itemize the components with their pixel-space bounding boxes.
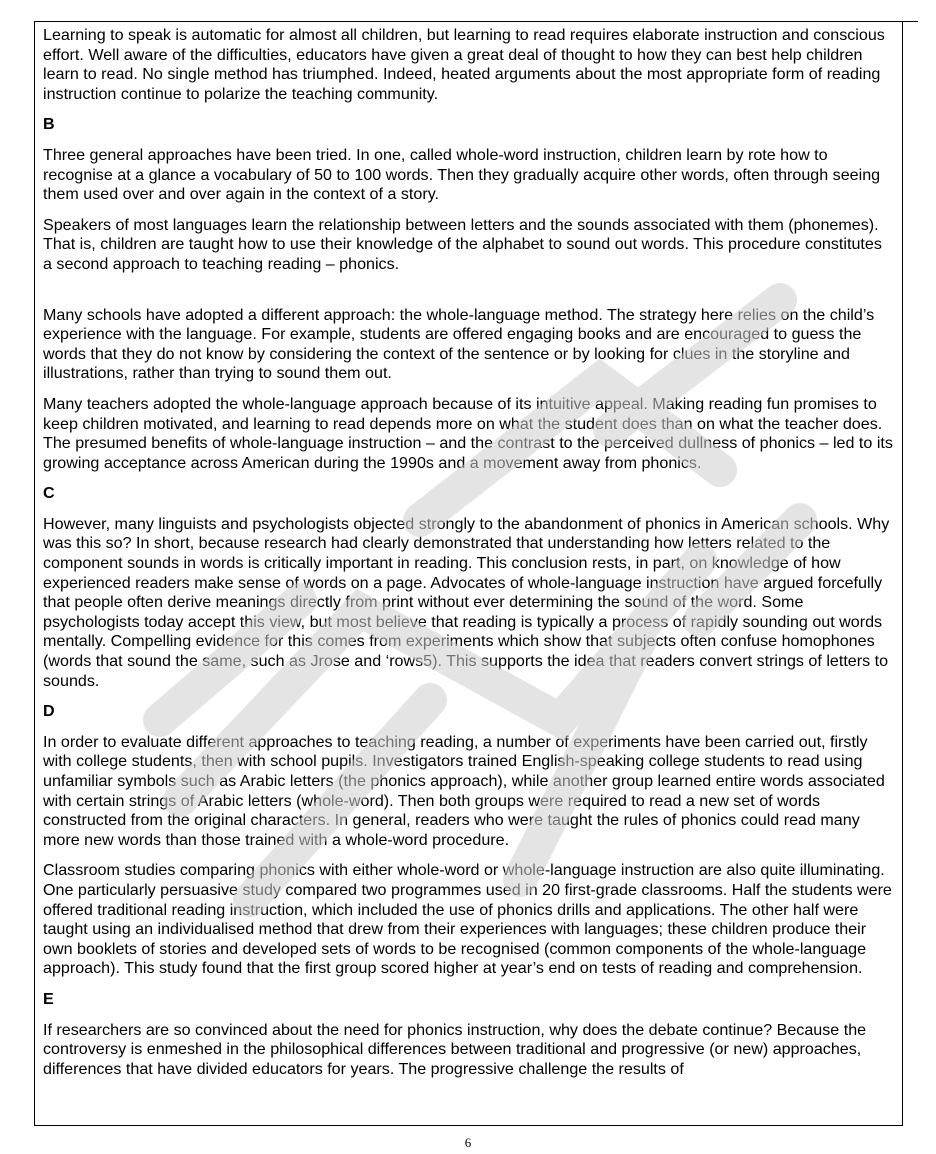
- section-letter-b: B: [43, 115, 55, 134]
- section-letter-e: E: [43, 989, 54, 1008]
- paragraph-d-1: In order to evaluate different approaches to teaching reading, a number of experiments have been carried out, firstly with college students, then with school pupils. Investigators trained English-speaking college students to read using unfamiliar symbols such as Arabic letters (the phonics approach), while another group learned entire words associated with certain strings of Arabic letters (whole-word). Then both groups were required to read a new set of words constructed from the original characters. In general, readers who were taught the rules of phonics could read many more new words than those trained with a whole-word procedure.: [43, 732, 885, 849]
- paragraph-e-1: If researchers are so convinced about the need for phonics instruction, why does the debate continue? Because the controversy is enmeshed in the philosophical differences between traditional and progressive (or new) approaches, differences that have divided educators for years. The progressive challenge the results of: [43, 1020, 867, 1078]
- paragraph-intro: Learning to speak is automatic for almost all children, but learning to read requires elaborate instruction and conscious effort. Well aware of the difficulties, educators have given a great deal of thought to how they can best help children learn to read. No single method has triumphed. Indeed, heated arguments about the most appropriate form of reading instruction continue to polarize the teaching community.: [43, 26, 885, 103]
- section-letter-d: D: [43, 702, 55, 721]
- passage-frame: [34, 22, 903, 1126]
- page-number: 6: [464, 1135, 472, 1150]
- paragraph-c-1: However, many linguists and psychologists objected strongly to the abandonment of phonics in American schools. Why was this so? In short, because research had clearly demonstrated that understanding how letters related to the component sounds in words is critically important in reading. This conclusion rests, in part, on knowledge of how experienced readers make sense of words on a page. Advocates of whole-language instruction have argued forcefully that people often derive meanings directly from print without ever determining the sound of the word. Some psychologists today accept this view, but most believe that reading is typically a process of rapidly sounding out words mentally. Compelling evidence for this comes from experiments which show that subjects often confuse homophones (words that sound the same, such as Jrose and ‘rows5). This supports the idea that readers convert strings of letters to sounds.: [43, 514, 890, 690]
- paragraph-d-2: Classroom studies comparing phonics with either whole-word or whole-language instruction are also quite illuminating. One particularly persuasive study compared two programmes used in 20 first-grade classrooms. Half the students were offered traditional reading instruction, which included the use of phonics drills and applications. The other half were taught using an individualised method that drew from their experiences with languages; these children produce their own booklets of stories and developed sets of words to be recognised (common components of the whole-language approach). This study found that the first group scored higher at year’s end on tests of reading and comprehension.: [43, 861, 892, 978]
- section-letter-c: C: [43, 484, 55, 503]
- paragraph-b-1: Three general approaches have been tried. In one, called whole-word instruction, children learn by rote how to recognise at a glance a vocabulary of 50 to 100 words. Then they gradually acquire other words, often through seeing them used over and over again in the context of a story.: [43, 145, 881, 204]
- paragraph-b-2: Speakers of most languages learn the relationship between letters and the sounds associated with them (phonemes). That is, children are taught how to use their knowledge of the alphabet to sound out words. This procedure constitutes a second approach to teaching reading – phonics.: [43, 215, 882, 273]
- paragraph-b-3: Many schools have adopted a different approach: the whole-language method. The strategy here relies on the child’s experience with the language. For example, students are offered engaging books and are encouraged to guess the words that they do not know by considering the context of the sentence or by looking for clues in the storyline and illustrations, rather than trying to sound them out.: [43, 305, 875, 383]
- passage-content: [43, 26, 893, 1090]
- paragraph-b-4: Many teachers adopted the whole-language approach because of its intuitive appeal. Making reading fun promises to keep children motivated, and learning to read depends more on what the student does than on what the teacher does. The presumed benefits of whole-language instruction – and the contrast to the perceived dullness of phonics – led to its growing acceptance across American during the 1990s and a movement away from phonics.: [43, 394, 893, 472]
